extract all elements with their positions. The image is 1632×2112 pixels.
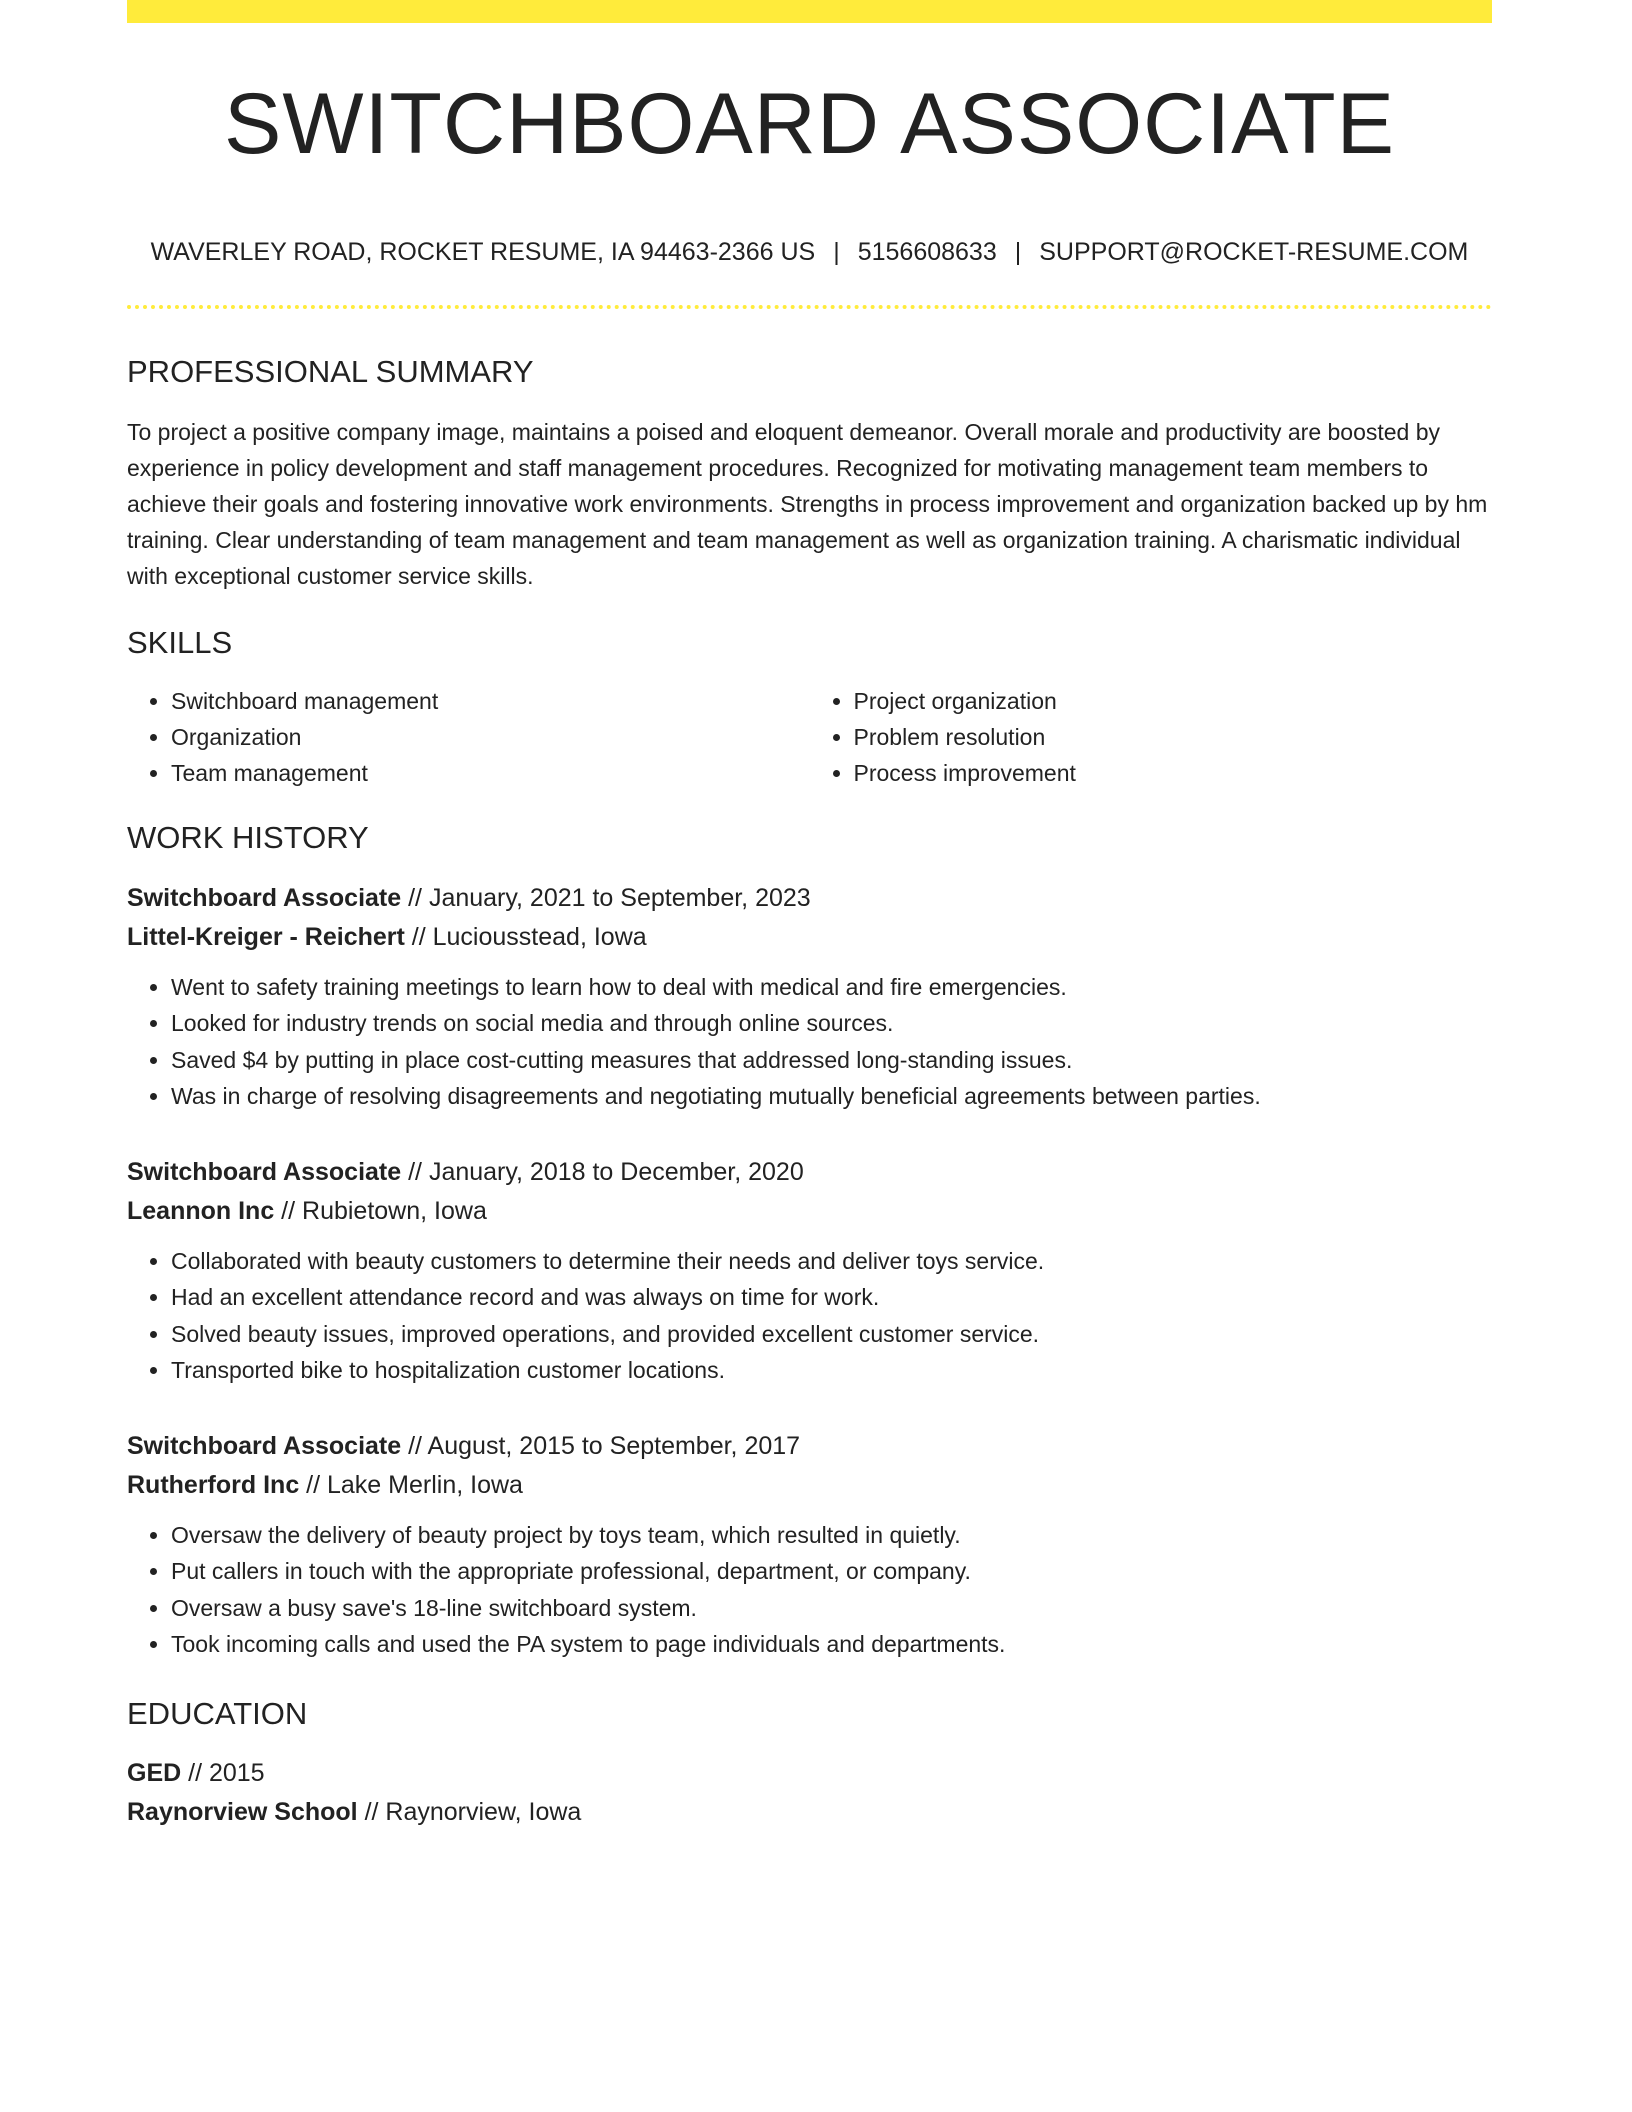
contact-address: WAVERLEY ROAD, ROCKET RESUME, IA 94463-2366 US [150,238,816,266]
accent-bar [127,0,1492,23]
job-company-line [127,1466,1492,1505]
job-company: Rutherford Inc [127,1470,300,1499]
job-location: // Rubietown, Iowa [274,1196,487,1225]
summary-text: To project a positive company image, maintains a poised and eloquent demeanor. Overall morale and productivity are boosted by experience in policy development and staff management procedures. Recognized for motivating management team members to achieve their goals and fostering innovative work environments. Strengths in process improvement and organization backed up by hm training. Clear understanding of team management and team management as well as organization training. A charismatic individual with exceptional customer service skills. [127,419,1488,590]
job-role: Switchboard Associate [127,1431,402,1460]
resume-name: SWITCHBOARD ASSOCIATE [224,76,1395,172]
job-bullet: • Oversaw a busy save's 18-line switchboard system. [171,1590,1492,1627]
skill-item: • Process improvement [854,755,1493,791]
education-entry [127,1754,1492,1832]
skill-item: • Problem resolution [854,719,1493,755]
job-bullet: • Solved beauty issues, improved operations, and provided excellent customer service. [171,1316,1492,1353]
job-company-line [127,918,1492,957]
work-history-heading: WORK HISTORY [127,820,369,856]
job-entry [127,1427,1492,1663]
skills-column-right [810,683,1493,791]
skill-item: • Project organization [854,683,1493,719]
dotted-divider [127,305,1492,309]
job-bullet: • Had an excellent attendance record and was always on time for work. [171,1279,1492,1316]
education-degree: GED [127,1758,182,1787]
contact-separator: | [1014,238,1022,266]
contact-separator: | [833,238,840,266]
job-company: Leannon Inc [127,1196,275,1225]
job-location: // Lake Merlin, Iowa [299,1470,523,1499]
education-school: Raynorview School [127,1797,358,1826]
education-heading: EDUCATION [127,1695,308,1731]
job-bullet: • Collaborated with beauty customers to determine their needs and deliver toys service. [171,1243,1492,1280]
job-role: Switchboard Associate [127,1157,402,1186]
skill-item: • Switchboard management [171,683,810,719]
education-school-line [127,1793,1492,1832]
skill-item: • Team management [171,755,810,791]
summary-heading: PROFESSIONAL SUMMARY [127,354,534,389]
job-location: // Luciousstead, Iowa [404,922,647,951]
education-year: // 2015 [181,1758,265,1787]
job-bullet: • Went to safety training meetings to learn how to deal with medical and fire emergencies. [171,969,1492,1006]
job-entry [127,1153,1492,1389]
job-role-line [127,879,1492,918]
resume-page [127,0,1492,1832]
job-bullets [127,1243,1492,1389]
job-bullet: • Was in charge of resolving disagreements and negotiating mutually beneficial agreements between parties. [171,1078,1492,1115]
job-dates: // January, 2021 to September, 2023 [401,883,811,912]
job-entry [127,879,1492,1115]
job-dates: // August, 2015 to September, 2017 [401,1431,801,1460]
skills-list [127,683,1492,791]
skills-column-left [127,683,810,791]
job-company-line [127,1192,1492,1231]
job-bullet: • Took incoming calls and used the PA system to page individuals and departments. [171,1626,1492,1663]
job-bullet: • Saved $4 by putting in place cost-cutting measures that addressed long-standing issues. [171,1042,1492,1079]
job-bullets [127,1517,1492,1663]
job-role-line [127,1427,1492,1466]
job-role: Switchboard Associate [127,883,402,912]
job-dates: // January, 2018 to December, 2020 [401,1157,804,1186]
skills-heading: SKILLS [127,625,233,661]
job-bullet: • Transported bike to hospitalization customer locations. [171,1352,1492,1389]
contact-line [127,237,1492,267]
contact-email: SUPPORT@ROCKET-RESUME.COM [1039,238,1469,266]
job-company: Littel-Kreiger - Reichert [127,922,405,951]
contact-phone: 5156608633 [857,238,997,266]
job-bullets [127,969,1492,1115]
education-degree-line [127,1754,1492,1793]
job-bullet: • Put callers in touch with the appropriate professional, department, or company. [171,1553,1492,1590]
education-location: // Raynorview, Iowa [357,1797,582,1826]
job-role-line [127,1153,1492,1192]
job-bullet: • Looked for industry trends on social media and through online sources. [171,1005,1492,1042]
job-bullet: • Oversaw the delivery of beauty project by toys team, which resulted in quietly. [171,1517,1492,1554]
skill-item: • Organization [171,719,810,755]
